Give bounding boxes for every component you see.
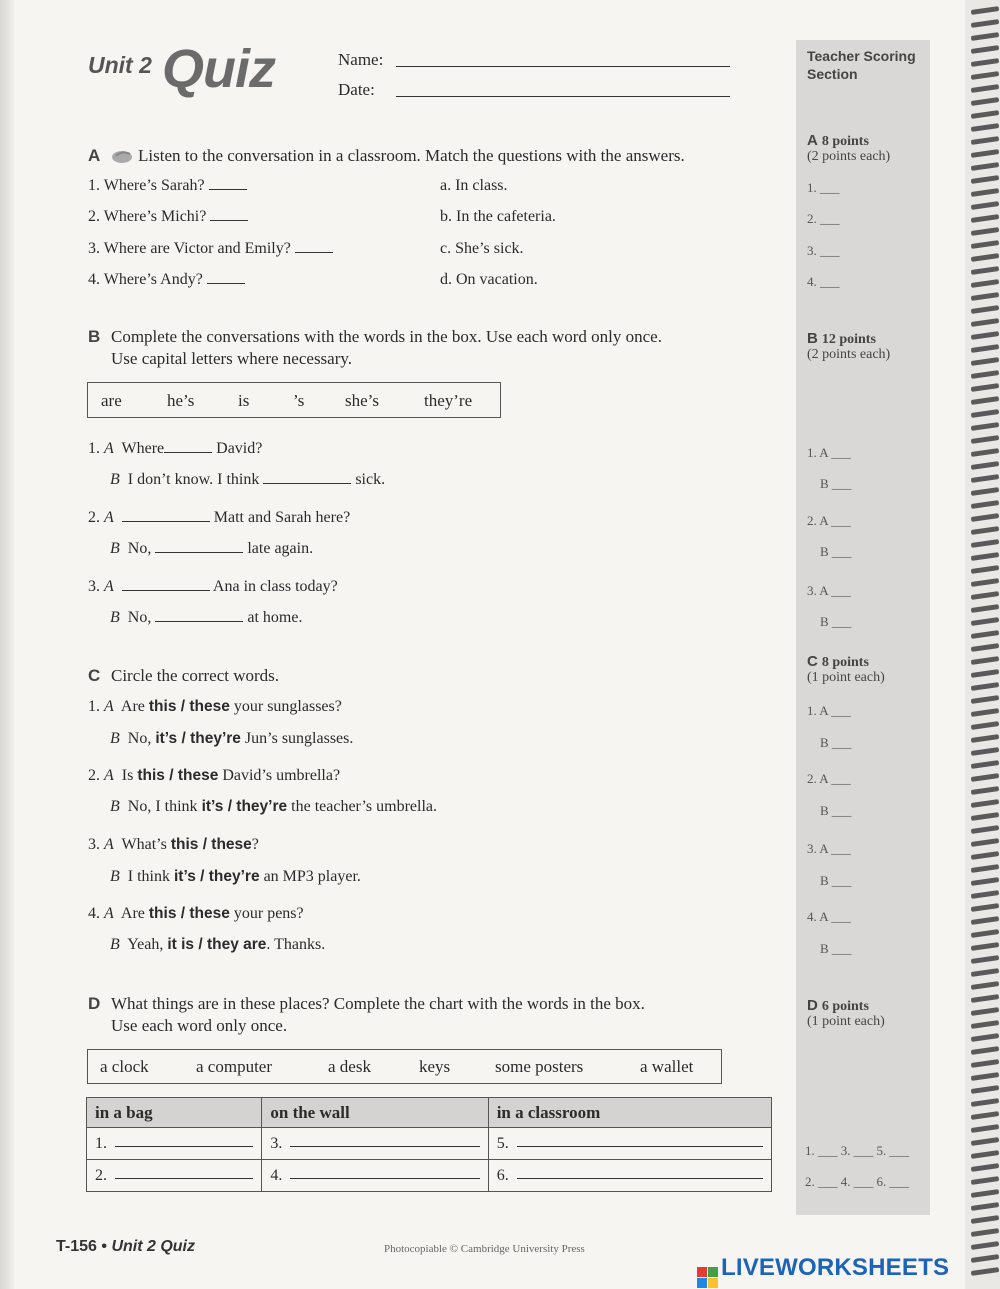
spiral-coil bbox=[971, 1241, 999, 1250]
score-blank[interactable]: 2. A ___ bbox=[807, 513, 851, 528]
conversation-line: 2. A Matt and Sarah here? bbox=[88, 509, 351, 526]
spiral-coil bbox=[971, 825, 999, 834]
name-label: Name: bbox=[338, 50, 384, 69]
spiral-coil bbox=[971, 1007, 999, 1016]
conversation-line: B No, late again. bbox=[110, 540, 314, 557]
chart-cell[interactable]: 6. bbox=[488, 1160, 771, 1192]
spiral-coil bbox=[971, 1033, 999, 1042]
spiral-coil bbox=[971, 773, 999, 782]
spiral-coil bbox=[971, 201, 999, 210]
spiral-coil bbox=[971, 318, 999, 327]
score-blank[interactable]: B ___ bbox=[820, 476, 852, 491]
spiral-coil bbox=[971, 864, 999, 873]
choice-words[interactable]: it is / they are bbox=[167, 936, 267, 953]
spiral-coil bbox=[971, 630, 999, 639]
spiral-coil bbox=[971, 123, 999, 132]
spiral-coil bbox=[971, 227, 999, 236]
spiral-coil bbox=[971, 344, 999, 353]
spiral-coil bbox=[971, 1163, 999, 1172]
choice-words[interactable]: this / these bbox=[170, 836, 252, 853]
spiral-coil bbox=[971, 877, 999, 886]
spiral-coil bbox=[971, 916, 999, 925]
scoring-c-each: (1 point each) bbox=[807, 670, 885, 685]
word-box-b bbox=[87, 382, 501, 418]
score-blank[interactable]: 1. ___ 3. ___ 5. ___ bbox=[805, 1143, 909, 1158]
word-bank-item: some posters bbox=[495, 1057, 584, 1076]
spiral-coil bbox=[971, 903, 999, 912]
conversation-line: 2. A Is this / these David’s umbrella? bbox=[88, 767, 341, 784]
chart-cell[interactable]: 2. bbox=[87, 1160, 262, 1192]
spiral-coil bbox=[971, 396, 999, 405]
spiral-coil bbox=[971, 97, 999, 106]
conversation-line: B No, I think it’s / they’re the teacher’s umbrella. bbox=[110, 798, 437, 815]
section-d-letter: D bbox=[88, 994, 101, 1013]
spiral-coil bbox=[971, 253, 999, 262]
conversation-line: B I don’t know. I think sick. bbox=[110, 471, 386, 488]
conversation-line: 3. A Ana in class today? bbox=[88, 578, 338, 595]
spiral-coil bbox=[971, 162, 999, 171]
choice-words[interactable]: this / these bbox=[148, 698, 230, 715]
score-blank[interactable]: 3. ___ bbox=[807, 243, 840, 258]
spiral-coil bbox=[971, 1072, 999, 1081]
spiral-coil bbox=[971, 1020, 999, 1029]
spiral-coil bbox=[971, 578, 999, 587]
spiral-coil bbox=[971, 175, 999, 184]
fill-blank[interactable] bbox=[164, 451, 212, 453]
scoring-b-heading: B 12 points bbox=[807, 330, 876, 347]
score-blank[interactable]: 2. ___ 4. ___ 6. ___ bbox=[805, 1174, 909, 1189]
spiral-coil bbox=[971, 383, 999, 392]
spiral-coil bbox=[971, 617, 999, 626]
fill-blank[interactable] bbox=[155, 551, 243, 553]
section-d-instruction: What things are in these places? Complete the chart with the words in the box. bbox=[111, 994, 645, 1013]
quiz-title: Quiz bbox=[162, 39, 275, 99]
section-b-instruction: Complete the conversations with the words in the box. Use each word only once. bbox=[111, 327, 662, 346]
spiral-coil bbox=[971, 292, 999, 301]
spiral-coil bbox=[971, 786, 999, 795]
section-a-instruction: Listen to the conversation in a classroom. Match the questions with the answers. bbox=[138, 146, 685, 165]
question-item: 2. Where’s Michi? bbox=[88, 208, 248, 226]
conversation-line: 4. A Are this / these your pens? bbox=[88, 905, 304, 922]
unit-label: Unit 2 bbox=[88, 52, 152, 78]
score-blank[interactable]: 1. ___ bbox=[807, 180, 840, 195]
spiral-coil bbox=[971, 812, 999, 821]
fill-blank[interactable] bbox=[155, 620, 243, 622]
spiral-coil bbox=[971, 747, 999, 756]
spiral-coil bbox=[971, 890, 999, 899]
spiral-coil bbox=[971, 799, 999, 808]
word-bank-item: a clock bbox=[100, 1057, 149, 1076]
spiral-coil bbox=[971, 1202, 999, 1211]
spiral-coil bbox=[971, 487, 999, 496]
scoring-a-each: (2 points each) bbox=[807, 149, 891, 164]
spiral-coil bbox=[971, 552, 999, 561]
score-blank[interactable]: 4. A ___ bbox=[807, 909, 851, 924]
word-bank-item: he’s bbox=[167, 391, 195, 410]
answer-blank[interactable] bbox=[295, 251, 333, 253]
places-chart bbox=[86, 1097, 772, 1192]
spiral-coil bbox=[971, 851, 999, 860]
liveworksheets-icon bbox=[697, 1267, 718, 1288]
chart-cell[interactable]: 5. bbox=[488, 1128, 771, 1160]
answer-blank[interactable] bbox=[210, 219, 248, 221]
spiral-coil bbox=[971, 149, 999, 158]
spiral-coil bbox=[971, 214, 999, 223]
conversation-line: B No, at home. bbox=[110, 609, 303, 626]
spiral-coil bbox=[971, 968, 999, 977]
choice-words[interactable]: this / these bbox=[148, 905, 230, 922]
spiral-coil bbox=[971, 539, 999, 548]
fill-blank[interactable] bbox=[122, 589, 210, 591]
fill-blank[interactable] bbox=[263, 482, 351, 484]
conversation-line: B I think it’s / they’re an MP3 player. bbox=[110, 868, 361, 885]
spiral-coil bbox=[971, 279, 999, 288]
section-c-letter: C bbox=[88, 666, 101, 685]
spiral-coil bbox=[971, 58, 999, 67]
score-blank[interactable]: B ___ bbox=[820, 544, 852, 559]
spiral-coil bbox=[971, 71, 999, 80]
answer-option: b. In the cafeteria. bbox=[440, 208, 556, 225]
spiral-coil bbox=[971, 565, 999, 574]
word-bank-item: she’s bbox=[345, 391, 379, 410]
spiral-coil bbox=[971, 721, 999, 730]
spiral-coil bbox=[971, 357, 999, 366]
section-b-letter: B bbox=[88, 327, 101, 346]
choice-words[interactable]: this / these bbox=[137, 767, 219, 784]
spiral-coil bbox=[971, 838, 999, 847]
conversation-line: 3. A What’s this / these? bbox=[88, 836, 259, 853]
question-item: 3. Where are Victor and Emily? bbox=[88, 240, 333, 258]
spiral-coil bbox=[971, 500, 999, 509]
spiral-coil bbox=[971, 734, 999, 743]
fill-blank[interactable] bbox=[122, 520, 210, 522]
score-blank[interactable]: B ___ bbox=[820, 735, 852, 750]
spiral-coil bbox=[971, 19, 999, 28]
spiral-coil bbox=[971, 1267, 999, 1276]
score-blank[interactable]: 1. A ___ bbox=[807, 445, 851, 460]
spiral-coil bbox=[971, 448, 999, 457]
spiral-coil bbox=[971, 994, 999, 1003]
word-bank-item: keys bbox=[419, 1057, 451, 1076]
scoring-c-heading: C 8 points bbox=[807, 653, 869, 670]
spiral-coil bbox=[971, 305, 999, 314]
word-bank-item: are bbox=[101, 391, 122, 410]
section-d-instruction-2: Use each word only once. bbox=[111, 1016, 288, 1035]
scoring-title-2: Section bbox=[807, 66, 858, 82]
spiral-coil bbox=[971, 6, 999, 15]
choice-words[interactable]: it’s / they’re bbox=[174, 868, 260, 885]
score-blank[interactable]: 2. ___ bbox=[807, 211, 840, 226]
word-box-d bbox=[87, 1049, 722, 1084]
spiral-coil bbox=[971, 266, 999, 275]
spiral-coil bbox=[971, 32, 999, 41]
spiral-coil bbox=[971, 526, 999, 535]
question-item: 1. Where’s Sarah? bbox=[88, 177, 247, 195]
choice-words[interactable]: it’s / they’re bbox=[201, 798, 288, 815]
page-code: T-156 • Unit 2 Quiz bbox=[56, 1238, 195, 1255]
spiral-coil bbox=[971, 942, 999, 951]
chart-header: on the wall bbox=[262, 1098, 488, 1128]
spiral-coil bbox=[971, 929, 999, 938]
choice-words[interactable]: it’s / they’re bbox=[155, 730, 241, 747]
word-bank-item: is bbox=[238, 391, 250, 410]
chart-header: in a classroom bbox=[488, 1098, 771, 1128]
word-bank-item: they’re bbox=[424, 391, 473, 410]
answer-option: a. In class. bbox=[440, 177, 508, 194]
spiral-coil bbox=[971, 1085, 999, 1094]
spiral-coil bbox=[971, 422, 999, 431]
spiral-coil bbox=[971, 695, 999, 704]
score-blank[interactable]: 3. A ___ bbox=[807, 583, 851, 598]
spiral-coil bbox=[971, 591, 999, 600]
conversation-line: B No, it’s / they’re Jun’s sunglasses. bbox=[110, 730, 354, 747]
spiral-coil bbox=[971, 370, 999, 379]
chart-cell[interactable]: 1. bbox=[87, 1128, 262, 1160]
spiral-coil bbox=[971, 955, 999, 964]
spiral-coil bbox=[971, 513, 999, 522]
scoring-title: Teacher Scoring bbox=[807, 48, 916, 64]
score-blank[interactable]: B ___ bbox=[820, 941, 852, 956]
copyright: Photocopiable © Cambridge University Press bbox=[384, 1243, 585, 1255]
spiral-coil bbox=[971, 1176, 999, 1185]
spiral-coil bbox=[971, 1254, 999, 1263]
spiral-coil bbox=[971, 1098, 999, 1107]
score-blank[interactable]: 2. A ___ bbox=[807, 771, 851, 786]
spiral-coil bbox=[971, 656, 999, 665]
section-a-letter: A bbox=[88, 146, 101, 165]
spiral-coil bbox=[971, 45, 999, 54]
date-field[interactable] bbox=[396, 96, 730, 97]
spiral-coil bbox=[971, 240, 999, 249]
spiral-coil bbox=[971, 136, 999, 145]
scoring-d-each: (1 point each) bbox=[807, 1014, 885, 1029]
spiral-coil bbox=[971, 1059, 999, 1068]
spiral-coil bbox=[971, 682, 999, 691]
word-bank-item: a wallet bbox=[640, 1057, 694, 1076]
score-blank[interactable]: 4. ___ bbox=[807, 274, 840, 289]
spiral-coil bbox=[971, 760, 999, 769]
chart-header: in a bag bbox=[87, 1098, 262, 1128]
spiral-coil bbox=[971, 461, 999, 470]
scoring-a-heading: A 8 points bbox=[807, 132, 869, 149]
spiral-coil bbox=[971, 84, 999, 93]
spiral-coil bbox=[971, 604, 999, 613]
word-bank-item: a computer bbox=[196, 1057, 272, 1076]
scoring-d-heading: D 6 points bbox=[807, 997, 869, 1014]
score-blank[interactable]: B ___ bbox=[820, 873, 852, 888]
spiral-coil bbox=[971, 1215, 999, 1224]
conversation-line: 1. A Where David? bbox=[88, 440, 263, 457]
word-bank-item: ’s bbox=[293, 391, 305, 410]
score-blank[interactable]: 1. A ___ bbox=[807, 703, 851, 718]
spiral-coil bbox=[971, 435, 999, 444]
scoring-b-each: (2 points each) bbox=[807, 347, 891, 362]
answer-option: d. On vacation. bbox=[440, 271, 538, 288]
spiral-coil bbox=[971, 1137, 999, 1146]
name-field[interactable] bbox=[396, 66, 730, 67]
liveworksheets-logo[interactable]: LIVEWORKSHEETS bbox=[697, 1254, 949, 1288]
spiral-coil bbox=[971, 1124, 999, 1133]
spiral-coil bbox=[971, 708, 999, 717]
spiral-coil bbox=[971, 110, 999, 119]
spiral-coil bbox=[971, 1228, 999, 1237]
chart-cell[interactable]: 3. bbox=[262, 1128, 488, 1160]
question-item: 4. Where’s Andy? bbox=[88, 271, 245, 289]
page-left-edge bbox=[0, 0, 14, 1289]
answer-blank[interactable] bbox=[209, 188, 247, 190]
spiral-coil bbox=[971, 409, 999, 418]
word-bank-item: a desk bbox=[328, 1057, 371, 1076]
chart-cell[interactable]: 4. bbox=[262, 1160, 488, 1192]
audio-icon bbox=[110, 148, 134, 169]
answer-blank[interactable] bbox=[207, 282, 245, 284]
spiral-coil bbox=[971, 1111, 999, 1120]
spiral-binding bbox=[965, 0, 1000, 1289]
section-b-instruction-2: Use capital letters where necessary. bbox=[111, 349, 353, 368]
spiral-coil bbox=[971, 643, 999, 652]
spiral-coil bbox=[971, 474, 999, 483]
date-label: Date: bbox=[338, 80, 375, 99]
score-blank[interactable]: B ___ bbox=[820, 803, 852, 818]
answer-option: c. She’s sick. bbox=[440, 240, 524, 257]
spiral-coil bbox=[971, 669, 999, 678]
section-c-instruction: Circle the correct words. bbox=[111, 666, 280, 685]
spiral-coil bbox=[971, 981, 999, 990]
spiral-coil bbox=[971, 1189, 999, 1198]
score-blank[interactable]: B ___ bbox=[820, 614, 852, 629]
score-blank[interactable]: 3. A ___ bbox=[807, 841, 851, 856]
spiral-coil bbox=[971, 331, 999, 340]
spiral-coil bbox=[971, 1150, 999, 1159]
spiral-coil bbox=[971, 188, 999, 197]
spiral-coil bbox=[971, 1046, 999, 1055]
conversation-line: 1. A Are this / these your sunglasses? bbox=[88, 698, 342, 715]
conversation-line: B Yeah, it is / they are. Thanks. bbox=[110, 936, 326, 953]
